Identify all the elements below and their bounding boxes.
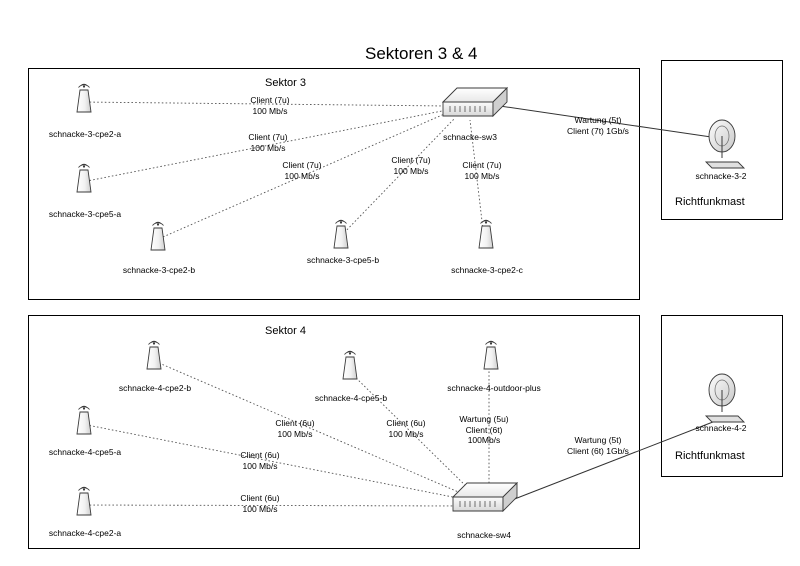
- node-label-schnacke-4-2: schnacke-4-2: [695, 423, 747, 433]
- edge-label-4-1: [240, 418, 350, 439]
- node-icon-antenna: [151, 222, 165, 250]
- edge-label-line1: Client (6u): [240, 493, 280, 503]
- edge-label-line1: Client (6u): [240, 450, 280, 460]
- node-icon-antenna: [343, 351, 357, 379]
- edge-label-line2: Client (6t): [465, 424, 503, 435]
- sector4-title: Sektor 4: [265, 325, 306, 337]
- edge-label-3-3: [247, 160, 357, 181]
- node-icon-antenna: [479, 220, 493, 248]
- sector3-title: Sektor 3: [265, 77, 306, 89]
- edge-label-line2: 100 Mb/s: [284, 170, 320, 181]
- node-icon-antenna: [77, 406, 91, 434]
- node-label-schnacke-4-cpe2-b: schnacke-4-cpe2-b: [118, 383, 192, 393]
- edge-label-line1: Wartung (5u): [459, 414, 509, 424]
- edge-label-line1: Client (6u): [275, 418, 315, 428]
- edge-label-line1: Client (7u): [391, 155, 431, 165]
- sector3-mast-title: Richtfunkmast: [675, 196, 745, 208]
- node-label-schnacke-sw3: schnacke-sw3: [443, 132, 497, 142]
- node-icon-antenna: [147, 341, 161, 369]
- edge-label-line1: Client (7u): [248, 132, 288, 142]
- node-label-schnacke-sw4: schnacke-sw4: [457, 530, 511, 540]
- dish-icon-4-2: [706, 374, 744, 422]
- node-label-schnacke-4-cpe5-b: schnacke-4-cpe5-b: [314, 393, 388, 403]
- edge-label-line2: 100 Mb/s: [252, 105, 288, 116]
- uplink-label-line1: Wartung (5t): [574, 115, 622, 125]
- edge-label-line1: Client (7u): [282, 160, 322, 170]
- uplink-label-line2: Client (6t) 1Gb/s: [567, 445, 629, 456]
- node-label-schnacke-3-cpe5-b: schnacke-3-cpe5-b: [306, 255, 380, 265]
- edge-label-line2: 100 Mb/s: [388, 428, 424, 439]
- node-icon-antenna: [77, 164, 91, 192]
- node-label-schnacke-3-cpe2-c: schnacke-3-cpe2-c: [451, 265, 523, 275]
- edge-label-line3: 100Mb/s: [467, 435, 501, 446]
- node-label-schnacke-4-cpe5-a: schnacke-4-cpe5-a: [48, 447, 122, 457]
- sector4-mast-title: Richtfunkmast: [675, 450, 745, 462]
- edge-label-3-5: [427, 160, 537, 181]
- edge-label-line2: 100 Mb/s: [393, 165, 429, 176]
- edge-label-line1: Client (7u): [462, 160, 502, 170]
- dish-icon-3-2: [706, 120, 744, 168]
- edge-label-3-2: [213, 132, 323, 153]
- edge-label-sector4-uplink: [543, 435, 653, 456]
- edge-label-line1: Client (7u): [250, 95, 290, 105]
- node-icon-antenna: [77, 487, 91, 515]
- edge-label-line2: 100 Mb/s: [277, 428, 313, 439]
- node-label-schnacke-3-2: schnacke-3-2: [695, 171, 747, 181]
- edge-label-4-3: [429, 414, 539, 446]
- node-icon-antenna: [484, 341, 498, 369]
- edge-label-line2: 100 Mb/s: [250, 142, 286, 153]
- edge-label-line2: 100 Mb/s: [242, 503, 278, 514]
- node-label-schnacke-3-cpe5-a: schnacke-3-cpe5-a: [48, 209, 122, 219]
- node-label-schnacke-4-cpe2-a: schnacke-4-cpe2-a: [48, 528, 122, 538]
- node-icon-antenna: [77, 84, 91, 112]
- edge-label-4-4: [205, 450, 315, 471]
- node-icon-antenna: [334, 220, 348, 248]
- uplink-label-line1: Wartung (5t): [574, 435, 622, 445]
- edge-label-line2: 100 Mb/s: [464, 170, 500, 181]
- node-label-schnacke-3-cpe2-b: schnacke-3-cpe2-b: [122, 265, 196, 275]
- page-title: Sektoren 3 & 4: [365, 44, 478, 63]
- uplink-label-line2: Client (7t) 1Gb/s: [567, 125, 629, 136]
- edge-label-sector3-uplink: [543, 115, 653, 136]
- edge-label-line2: 100 Mb/s: [242, 460, 278, 471]
- edge-label-3-1: [215, 95, 325, 116]
- switch-icon-sw3: [443, 88, 507, 116]
- edge-label-4-5: [205, 493, 315, 514]
- node-label-schnacke-4-outdoor-plus: schnacke-4-outdoor-plus: [447, 383, 541, 393]
- edge-label-line1: Client (6u): [386, 418, 426, 428]
- switch-icon-sw4: [453, 483, 517, 511]
- node-label-schnacke-3-cpe2-a: schnacke-3-cpe2-a: [48, 129, 122, 139]
